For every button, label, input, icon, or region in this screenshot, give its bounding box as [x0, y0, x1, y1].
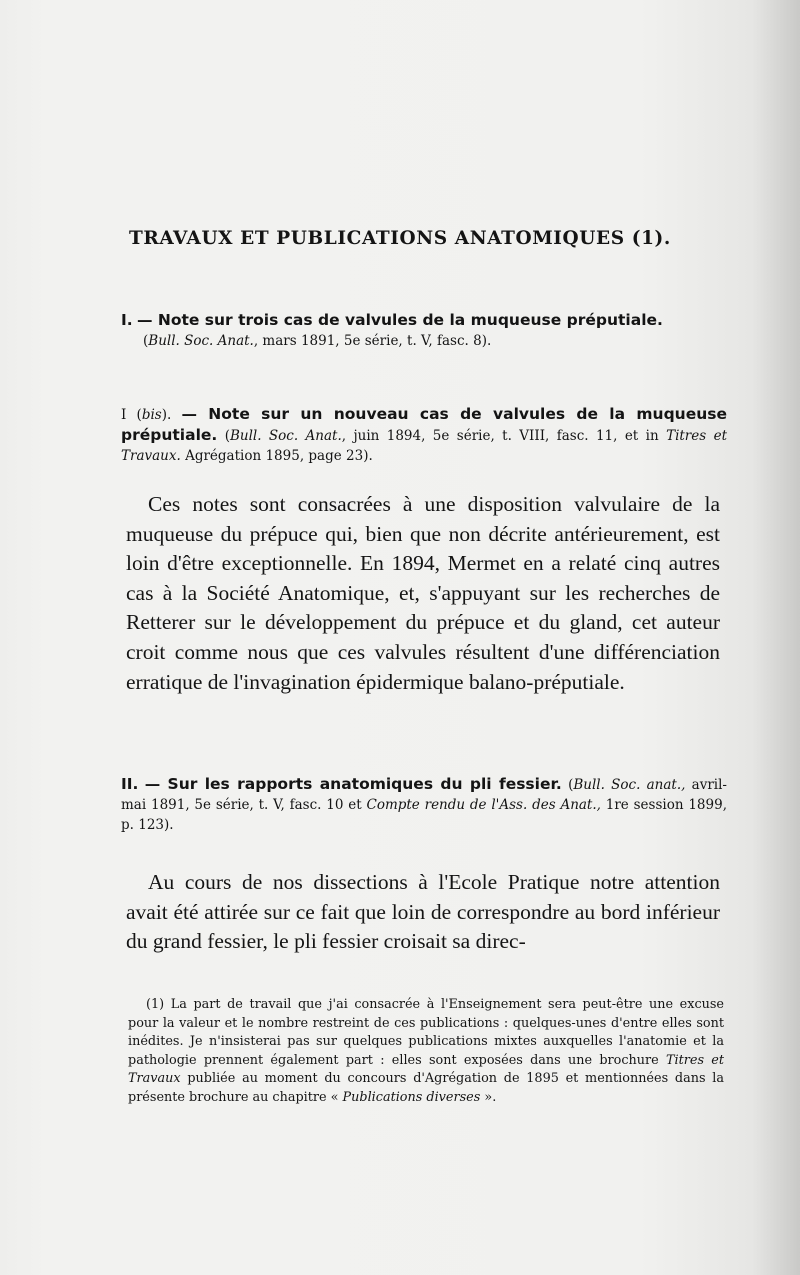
bleed-through-text [110, 112, 670, 132]
entry-ref-journal: Bull. Soc. Anat. [229, 428, 342, 444]
footnote [128, 996, 724, 1107]
entry-number: I. [121, 311, 133, 329]
entry-ref-open: ( [568, 777, 574, 793]
entry-ref-details-2: Agrégation 1895, page 23). [185, 448, 373, 464]
footnote-italic-b: Publications diverses [342, 1089, 481, 1105]
entry-ref-source: Compte rendu de l'Ass. des Anat., [366, 797, 601, 813]
page-title [0, 228, 800, 249]
entry-number-bis: bis [141, 407, 162, 423]
entry-ref-source: Titres et Travaux. [121, 428, 727, 464]
footnote-text-a: (1) La part de travail que j'ai consacrée à l'Enseignement sera peut-être une excuse pour la valeur et le nombre restreint de ces publications : quelques-unes d'entre elles sont inédites. Je n'insisterai pas sur quelques publications mixtes auxquelles l'anatomie et la pathologie prennent également part : elles sont exposées dans une brochure [128, 997, 724, 1068]
footnote-italic-a: Titres et Travaux [128, 1052, 724, 1086]
entry-heading: — Sur les rapports anatomiques du pli fessier. [144, 775, 562, 793]
entry-number: II. [121, 775, 139, 793]
body-paragraph-1 [126, 490, 720, 697]
entry-ref-journal: Bull. Soc. anat., [573, 777, 686, 793]
publication-entry-1 [121, 310, 727, 351]
publication-entry-2 [121, 774, 727, 835]
paragraph-text: Au cours de nos dissections à l'Ecole Pratique notre attention avait été attirée sur ce fait que loin de correspondre au bord inférieur du grand fessier, le pli fessier croisait sa direc- [126, 870, 720, 954]
footnote-reference: (1). [631, 228, 671, 249]
entry-ref-details: avril-mai 1891, 5e série, t. V, fasc. 10 et [121, 777, 727, 813]
entry-heading: — Note sur trois cas de valvules de la muqueuse préputiale. [136, 311, 663, 329]
entry-number: I ( [121, 407, 142, 423]
footnote-text-b: publiée au moment du concours d'Agrégation de 1895 et mentionnées dans la présente brochure au chapitre « [128, 1071, 724, 1105]
footnote-text-c: ». [484, 1089, 497, 1105]
publication-entry-1-bis [121, 404, 727, 466]
entry-ref-details: , mars 1891, 5e série, t. V, fasc. 8). [253, 333, 492, 349]
body-paragraph-2 [126, 868, 720, 957]
entry-ref-open: ( [224, 428, 230, 444]
paragraph-text: Ces notes sont consacrées à une disposition valvulaire de la muqueuse du prépuce qui, bien que non décrite antérieurement, est loin d'être exceptionnelle. En 1894, Mermet en a relaté cinq autres cas à la Société Anatomique, et, s'appuyant sur les recherches de Retterer sur le développement du prépuce et du gland, cet auteur croit comme nous que ces valvules résultent d'une différenciation erratique de l'invagination épidermique balano-préputiale. [126, 492, 720, 694]
entry-number-close: ). [161, 407, 172, 423]
entry-ref-details: , juin 1894, 5e série, t. VIII, fasc. 11, et in [341, 428, 659, 444]
page-title-text: TRAVAUX ET PUBLICATIONS ANATOMIQUES [129, 228, 625, 249]
entry-heading: — Note sur un nouveau cas de valvules de la muqueuse préputiale. [121, 405, 727, 444]
entry-ref-open: ( [143, 333, 149, 349]
entry-ref-journal: Bull. Soc. Anat. [148, 333, 254, 349]
entry-ref-details-2: 1re session 1899, p. 123). [121, 797, 727, 833]
